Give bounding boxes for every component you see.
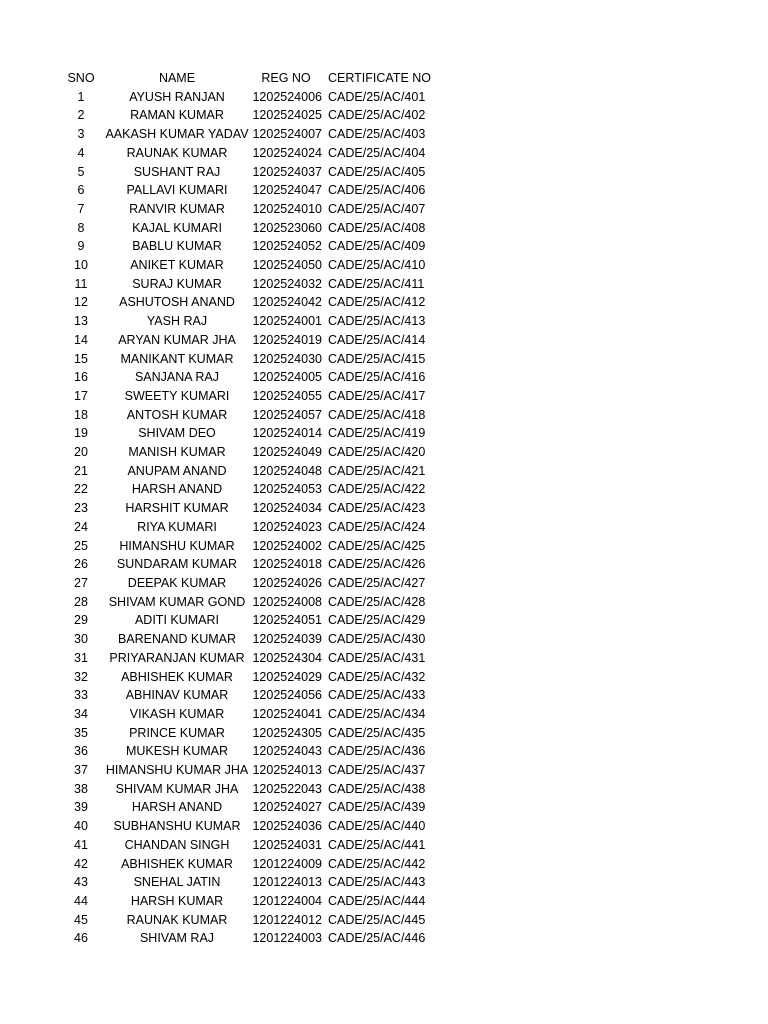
cell-reg-no: 1202524026 [252, 575, 322, 590]
table-row [58, 88, 436, 107]
table-row [58, 724, 436, 743]
cell-name: RAUNAK KUMAR [126, 145, 228, 160]
cell-certificate-no: CADE/25/AC/406 [328, 183, 426, 198]
cell-certificate-no: CADE/25/AC/420 [328, 445, 426, 460]
cell-certificate-no: CADE/25/AC/427 [328, 575, 426, 590]
cell-certificate-no: CADE/25/AC/440 [328, 819, 426, 834]
cell-sno: 40 [74, 819, 88, 834]
table-row [58, 125, 436, 144]
table-row [58, 537, 436, 556]
cell-name: KAJAL KUMARI [132, 220, 222, 235]
table-row [58, 705, 436, 724]
cell-reg-no: 1202524023 [252, 519, 322, 534]
header-name: NAME [158, 71, 196, 85]
cell-name: VIKASH KUMAR [129, 706, 225, 721]
cell-name: HARSHIT KUMAR [125, 501, 229, 516]
cell-certificate-no: CADE/25/AC/413 [328, 314, 426, 329]
cell-name: PRIYARANJAN KUMAR [109, 650, 245, 665]
table-row [58, 929, 436, 948]
cell-certificate-no: CADE/25/AC/432 [328, 669, 426, 684]
cell-reg-no: 1202524013 [252, 763, 322, 778]
cell-certificate-no: CADE/25/AC/438 [328, 781, 426, 796]
cell-name: SWEETY KUMARI [124, 388, 230, 403]
cell-name: RANVIR KUMAR [129, 201, 225, 216]
cell-sno: 8 [77, 220, 85, 235]
cell-reg-no: 1202524031 [252, 837, 322, 852]
table-row [58, 331, 436, 350]
cell-reg-no: 1202524006 [252, 89, 322, 104]
cell-reg-no: 1202524032 [252, 276, 322, 291]
cell-certificate-no: CADE/25/AC/434 [328, 706, 426, 721]
cell-name: SUSHANT RAJ [133, 164, 221, 179]
cell-certificate-no: CADE/25/AC/414 [328, 332, 426, 347]
cell-certificate-no: CADE/25/AC/403 [328, 127, 426, 142]
cell-sno: 39 [74, 800, 88, 815]
table-row [58, 275, 436, 294]
cell-name: ANIKET KUMAR [130, 258, 224, 273]
cell-certificate-no: CADE/25/AC/416 [328, 370, 426, 385]
cell-certificate-no: CADE/25/AC/431 [328, 650, 426, 665]
cell-name: HARSH ANAND [131, 482, 223, 497]
cell-reg-no: 1202524007 [252, 127, 322, 142]
header-reg-no: REG NO [261, 71, 311, 85]
cell-sno: 13 [74, 314, 88, 329]
cell-certificate-no: CADE/25/AC/419 [328, 426, 426, 441]
cell-certificate-no: CADE/25/AC/446 [328, 931, 426, 946]
table-row [58, 892, 436, 911]
table-row [58, 200, 436, 219]
cell-sno: 37 [74, 763, 88, 778]
cell-certificate-no: CADE/25/AC/433 [328, 688, 426, 703]
cell-reg-no: 1202524024 [252, 145, 322, 160]
table-row [58, 817, 436, 836]
cell-sno: 30 [74, 632, 88, 647]
cell-reg-no: 1202524029 [252, 669, 322, 684]
cell-certificate-no: CADE/25/AC/436 [328, 744, 426, 759]
cell-sno: 34 [74, 706, 88, 721]
cell-sno: 3 [77, 127, 85, 142]
cell-name: MUKESH KUMAR [125, 744, 229, 759]
table-row [58, 518, 436, 537]
cell-certificate-no: CADE/25/AC/425 [328, 538, 426, 553]
cell-name: HARSH KUMAR [130, 893, 224, 908]
table-row [58, 350, 436, 369]
cell-sno: 27 [74, 575, 88, 590]
cell-reg-no: 1201224003 [252, 931, 322, 946]
cell-sno: 5 [77, 164, 85, 179]
cell-certificate-no: CADE/25/AC/429 [328, 613, 426, 628]
cell-certificate-no: CADE/25/AC/421 [328, 463, 426, 478]
cell-certificate-no: CADE/25/AC/430 [328, 632, 426, 647]
table-row [58, 387, 436, 406]
table-row [58, 443, 436, 462]
table-row [58, 480, 436, 499]
cell-reg-no: 1202524005 [252, 370, 322, 385]
cell-name: SHIVAM KUMAR GOND [108, 594, 246, 609]
cell-sno: 10 [74, 258, 88, 273]
cell-reg-no: 1202524027 [252, 800, 322, 815]
cell-sno: 44 [74, 893, 88, 908]
cell-certificate-no: CADE/25/AC/404 [328, 145, 426, 160]
cell-sno: 25 [74, 538, 88, 553]
cell-certificate-no: CADE/25/AC/418 [328, 407, 426, 422]
cell-certificate-no: CADE/25/AC/412 [328, 295, 426, 310]
table-row [58, 555, 436, 574]
cell-reg-no: 1202524057 [252, 407, 322, 422]
cell-name: SHIVAM DEO [138, 426, 216, 441]
table-row [58, 219, 436, 238]
table-row [58, 293, 436, 312]
cell-certificate-no: CADE/25/AC/439 [328, 800, 426, 815]
cell-sno: 23 [74, 501, 88, 516]
cell-reg-no: 1201224009 [252, 856, 322, 871]
table-row [58, 836, 436, 855]
cell-reg-no: 1202524025 [252, 108, 322, 123]
cell-sno: 38 [74, 781, 88, 796]
cell-sno: 2 [77, 108, 85, 123]
cell-reg-no: 1202524014 [252, 426, 322, 441]
cell-sno: 32 [74, 669, 88, 684]
cell-name: ANTOSH KUMAR [126, 407, 228, 422]
cell-certificate-no: CADE/25/AC/402 [328, 108, 426, 123]
cell-certificate-no: CADE/25/AC/409 [328, 239, 426, 254]
cell-reg-no: 1202524018 [252, 557, 322, 572]
cell-name: RAUNAK KUMAR [126, 912, 228, 927]
cell-reg-no: 1202524048 [252, 463, 322, 478]
header-row [58, 69, 436, 88]
cell-name: ABHISHEK KUMAR [121, 669, 233, 684]
cell-sno: 11 [74, 276, 88, 291]
cell-name: ADITI KUMARI [134, 613, 220, 628]
cell-certificate-no: CADE/25/AC/401 [328, 89, 426, 104]
cell-certificate-no: CADE/25/AC/422 [328, 482, 426, 497]
cell-certificate-no: CADE/25/AC/428 [328, 594, 426, 609]
cell-certificate-no: CADE/25/AC/441 [328, 837, 426, 852]
cell-reg-no: 1202524010 [252, 201, 322, 216]
table-row [58, 742, 436, 761]
cell-sno: 22 [74, 482, 88, 497]
cell-sno: 6 [77, 183, 85, 198]
table-row [58, 686, 436, 705]
cell-sno: 17 [74, 388, 88, 403]
cell-certificate-no: CADE/25/AC/410 [328, 258, 426, 273]
cell-sno: 20 [74, 445, 88, 460]
cell-name: SNEHAL JATIN [133, 875, 221, 890]
cell-sno: 43 [74, 875, 88, 890]
cell-name: SHIVAM KUMAR JHA [115, 781, 239, 796]
cell-name: RIYA KUMARI [137, 519, 217, 534]
cell-reg-no: 1202524047 [252, 183, 322, 198]
cell-certificate-no: CADE/25/AC/435 [328, 725, 426, 740]
table-row [58, 368, 436, 387]
cell-name: SURAJ KUMAR [132, 276, 222, 291]
cell-name: PRINCE KUMAR [129, 725, 225, 740]
table-row [58, 106, 436, 125]
cell-reg-no: 1202524037 [252, 164, 322, 179]
cell-name: ABHISHEK KUMAR [121, 856, 233, 871]
cell-name: AAKASH KUMAR YADAV [105, 127, 249, 142]
cell-name: ANUPAM ANAND [127, 463, 227, 478]
cell-sno: 15 [74, 351, 88, 366]
cell-name: ASHUTOSH ANAND [119, 295, 235, 310]
cell-reg-no: 1202524039 [252, 632, 322, 647]
cell-sno: 24 [74, 519, 88, 534]
cell-reg-no: 1202522043 [252, 781, 322, 796]
cell-reg-no: 1202524049 [252, 445, 322, 460]
table-row [58, 593, 436, 612]
cell-certificate-no: CADE/25/AC/426 [328, 557, 426, 572]
cell-sno: 41 [74, 837, 88, 852]
table-row [58, 649, 436, 668]
cell-name: DEEPAK KUMAR [127, 575, 227, 590]
cell-sno: 45 [74, 912, 88, 927]
cell-name: HIMANSHU KUMAR JHA [105, 763, 249, 778]
cell-reg-no: 1202524050 [252, 258, 322, 273]
certificate-table [58, 69, 436, 948]
table-row [58, 181, 436, 200]
cell-reg-no: 1202524305 [252, 725, 322, 740]
table-row [58, 873, 436, 892]
cell-sno: 18 [74, 407, 88, 422]
cell-sno: 35 [74, 725, 88, 740]
cell-certificate-no: CADE/25/AC/407 [328, 201, 426, 216]
cell-certificate-no: CADE/25/AC/442 [328, 856, 426, 871]
table-row [58, 462, 436, 481]
cell-name: CHANDAN SINGH [124, 837, 230, 852]
cell-reg-no: 1201224012 [252, 912, 322, 927]
cell-reg-no: 1202524304 [252, 650, 322, 665]
cell-sno: 12 [74, 295, 88, 310]
cell-sno: 33 [74, 688, 88, 703]
cell-sno: 29 [74, 613, 88, 628]
cell-certificate-no: CADE/25/AC/445 [328, 912, 426, 927]
cell-name: ARYAN KUMAR JHA [118, 332, 236, 347]
table-row [58, 611, 436, 630]
cell-sno: 26 [74, 557, 88, 572]
cell-certificate-no: CADE/25/AC/423 [328, 501, 426, 516]
table-row [58, 761, 436, 780]
cell-name: PALLAVI KUMARI [126, 183, 228, 198]
table-row [58, 911, 436, 930]
table-body [58, 88, 436, 948]
cell-sno: 1 [77, 89, 85, 104]
cell-reg-no: 1202524008 [252, 594, 322, 609]
cell-name: SUNDARAM KUMAR [116, 557, 238, 572]
table-row [58, 780, 436, 799]
cell-certificate-no: CADE/25/AC/415 [328, 351, 426, 366]
table-row [58, 406, 436, 425]
cell-reg-no: 1202524001 [252, 314, 322, 329]
cell-sno: 19 [74, 426, 88, 441]
cell-sno: 21 [74, 463, 88, 478]
cell-reg-no: 1202524055 [252, 388, 322, 403]
cell-name: HARSH ANAND [131, 800, 223, 815]
cell-reg-no: 1201224013 [252, 875, 322, 890]
cell-certificate-no: CADE/25/AC/444 [328, 893, 426, 908]
cell-certificate-no: CADE/25/AC/417 [328, 388, 426, 403]
cell-reg-no: 1202524041 [252, 706, 322, 721]
cell-reg-no: 1201224004 [252, 893, 322, 908]
cell-certificate-no: CADE/25/AC/443 [328, 875, 426, 890]
table-row [58, 574, 436, 593]
cell-reg-no: 1202524019 [252, 332, 322, 347]
table-row [58, 668, 436, 687]
cell-sno: 42 [74, 856, 88, 871]
table-row [58, 424, 436, 443]
cell-reg-no: 1202524053 [252, 482, 322, 497]
cell-reg-no: 1202524043 [252, 744, 322, 759]
table-row [58, 499, 436, 518]
table-row [58, 256, 436, 275]
cell-name: YASH RAJ [146, 314, 208, 329]
cell-sno: 16 [74, 370, 88, 385]
table-row [58, 237, 436, 256]
cell-sno: 4 [77, 145, 85, 160]
cell-sno: 9 [77, 239, 85, 254]
cell-sno: 28 [74, 594, 88, 609]
table-row [58, 798, 436, 817]
cell-sno: 36 [74, 744, 88, 759]
cell-sno: 31 [74, 650, 88, 665]
cell-name: AYUSH RANJAN [129, 89, 225, 104]
cell-certificate-no: CADE/25/AC/424 [328, 519, 426, 534]
cell-sno: 7 [77, 201, 85, 216]
cell-name: RAMAN KUMAR [130, 108, 224, 123]
cell-name: MANIKANT KUMAR [120, 351, 234, 366]
cell-name: BARENAND KUMAR [117, 632, 237, 647]
header-certificate-no: CERTIFICATE NO [328, 71, 432, 85]
cell-reg-no: 1202524051 [252, 613, 322, 628]
cell-sno: 46 [74, 931, 88, 946]
cell-reg-no: 1202524030 [252, 351, 322, 366]
cell-name: BABLU KUMAR [132, 239, 222, 254]
cell-reg-no: 1202523060 [252, 220, 322, 235]
cell-reg-no: 1202524034 [252, 501, 322, 516]
table-row [58, 630, 436, 649]
cell-reg-no: 1202524002 [252, 538, 322, 553]
table-row [58, 163, 436, 182]
cell-certificate-no: CADE/25/AC/408 [328, 220, 426, 235]
cell-name: SHIVAM RAJ [139, 931, 215, 946]
cell-name: SANJANA RAJ [134, 370, 220, 385]
cell-reg-no: 1202524052 [252, 239, 322, 254]
header-sno: SNO [67, 71, 95, 85]
cell-name: ABHINAV KUMAR [125, 688, 229, 703]
cell-certificate-no: CADE/25/AC/405 [328, 164, 426, 179]
cell-name: MANISH KUMAR [128, 445, 226, 460]
table-row [58, 144, 436, 163]
cell-name: HIMANSHU KUMAR [119, 538, 235, 553]
cell-reg-no: 1202524056 [252, 688, 322, 703]
table-row [58, 855, 436, 874]
cell-reg-no: 1202524042 [252, 295, 322, 310]
cell-certificate-no: CADE/25/AC/437 [328, 763, 426, 778]
cell-reg-no: 1202524036 [252, 819, 322, 834]
cell-certificate-no: CADE/25/AC/411 [328, 276, 425, 291]
cell-name: SUBHANSHU KUMAR [113, 819, 241, 834]
cell-sno: 14 [74, 332, 88, 347]
table-row [58, 312, 436, 331]
